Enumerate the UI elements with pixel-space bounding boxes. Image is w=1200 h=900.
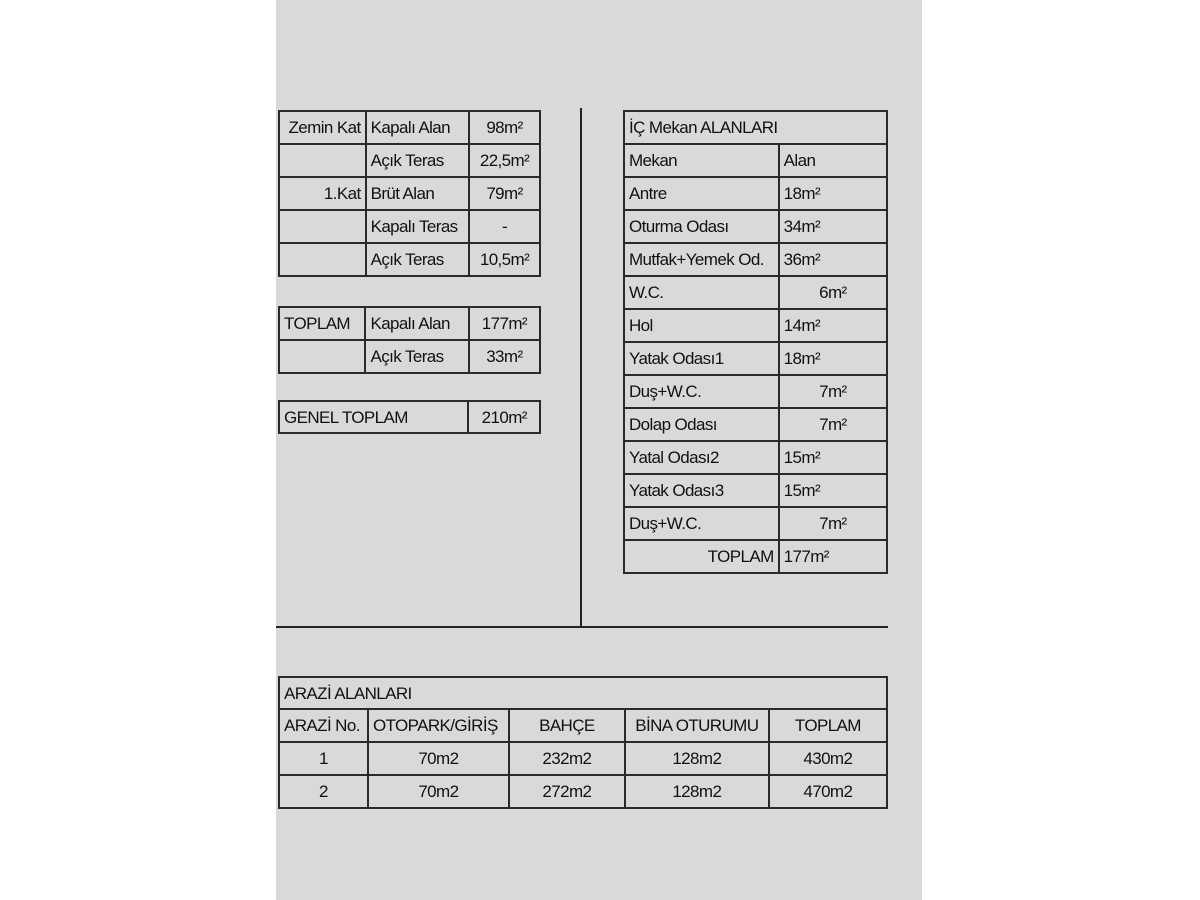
table-row [624,408,887,441]
total-label-cell [279,340,365,373]
land-cell: 2 [279,775,368,808]
table-row [624,243,887,276]
interior-total-value: 177m² [779,540,887,573]
table-row [279,177,540,210]
table-row [624,177,887,210]
room-cell: Yatak Odası1 [624,342,779,375]
interior-total-label: TOPLAM [624,540,779,573]
room-area-cell: 14m² [779,309,887,342]
area-value-cell: 10,5m² [469,243,540,276]
room-header: Mekan [624,144,779,177]
land-cell: 70m2 [368,742,509,775]
column-header: TOPLAM [769,709,887,742]
area-type-cell: Açık Teras [365,340,468,373]
grand-total-label: GENEL TOPLAM [279,401,468,433]
room-cell: Yatal Odası2 [624,441,779,474]
floor-cell [279,210,366,243]
table-title-row [279,677,887,709]
table-total-row [624,540,887,573]
area-value-cell: - [469,210,540,243]
table-row [279,775,887,808]
table-row [279,243,540,276]
land-cell: 1 [279,742,368,775]
room-area-cell: 7m² [779,507,887,540]
floor-cell [279,243,366,276]
room-area-cell: 18m² [779,342,887,375]
table-row [624,342,887,375]
table-row [279,307,540,340]
floor-cell: 1.Kat [279,177,366,210]
area-type-cell: Açık Teras [366,144,469,177]
area-type-cell: Brüt Alan [366,177,469,210]
floor-cell: Zemin Kat [279,111,366,144]
area-value-cell: 33m² [469,340,540,373]
area-value-cell: 177m² [469,307,540,340]
room-area-cell: 36m² [779,243,887,276]
room-area-cell: 7m² [779,375,887,408]
grand-total-value: 210m² [468,401,540,433]
interior-table-title: İÇ Mekan ALANLARI [624,111,887,144]
table-row [279,742,887,775]
vertical-divider [580,108,582,626]
table-title-row [624,111,887,144]
total-label-cell: TOPLAM [279,307,365,340]
column-header: OTOPARK/GİRİŞ [368,709,509,742]
room-cell: Dolap Odası [624,408,779,441]
table-row [279,144,540,177]
table-row [624,309,887,342]
interior-area-table [623,110,888,574]
land-cell: 272m2 [509,775,625,808]
area-value-cell: 22,5m² [469,144,540,177]
table-row [279,210,540,243]
table-row [624,441,887,474]
table-row [624,276,887,309]
table-row [624,375,887,408]
land-cell: 430m2 [769,742,887,775]
area-value-cell: 79m² [469,177,540,210]
table-header-row [624,144,887,177]
room-area-cell: 6m² [779,276,887,309]
area-type-cell: Kapalı Alan [366,111,469,144]
floor-cell [279,144,366,177]
room-area-cell: 34m² [779,210,887,243]
land-cell: 70m2 [368,775,509,808]
total-area-table [278,306,541,374]
column-header: BİNA OTURUMU [625,709,769,742]
area-header: Alan [779,144,887,177]
room-cell: Duş+W.C. [624,507,779,540]
land-cell: 232m2 [509,742,625,775]
room-cell: Hol [624,309,779,342]
room-cell: W.C. [624,276,779,309]
land-table-title: ARAZİ ALANLARI [279,677,887,709]
table-row [279,401,540,433]
room-area-cell: 15m² [779,441,887,474]
floor-area-table [278,110,541,277]
area-value-cell: 98m² [469,111,540,144]
grand-total-table [278,400,541,434]
horizontal-divider [276,626,888,628]
land-cell: 128m2 [625,742,769,775]
room-area-cell: 15m² [779,474,887,507]
table-row [624,210,887,243]
land-cell: 470m2 [769,775,887,808]
column-header: BAHÇE [509,709,625,742]
room-cell: Yatak Odası3 [624,474,779,507]
land-area-table [278,676,888,809]
table-header-row [279,709,887,742]
table-row [624,507,887,540]
room-cell: Mutfak+Yemek Od. [624,243,779,276]
room-cell: Duş+W.C. [624,375,779,408]
area-type-cell: Açık Teras [366,243,469,276]
room-cell: Antre [624,177,779,210]
area-type-cell: Kapalı Alan [365,307,468,340]
land-cell: 128m2 [625,775,769,808]
room-cell: Oturma Odası [624,210,779,243]
table-row [279,111,540,144]
room-area-cell: 7m² [779,408,887,441]
room-area-cell: 18m² [779,177,887,210]
column-header: ARAZİ No. [279,709,368,742]
table-row [624,474,887,507]
table-row [279,340,540,373]
area-type-cell: Kapalı Teras [366,210,469,243]
